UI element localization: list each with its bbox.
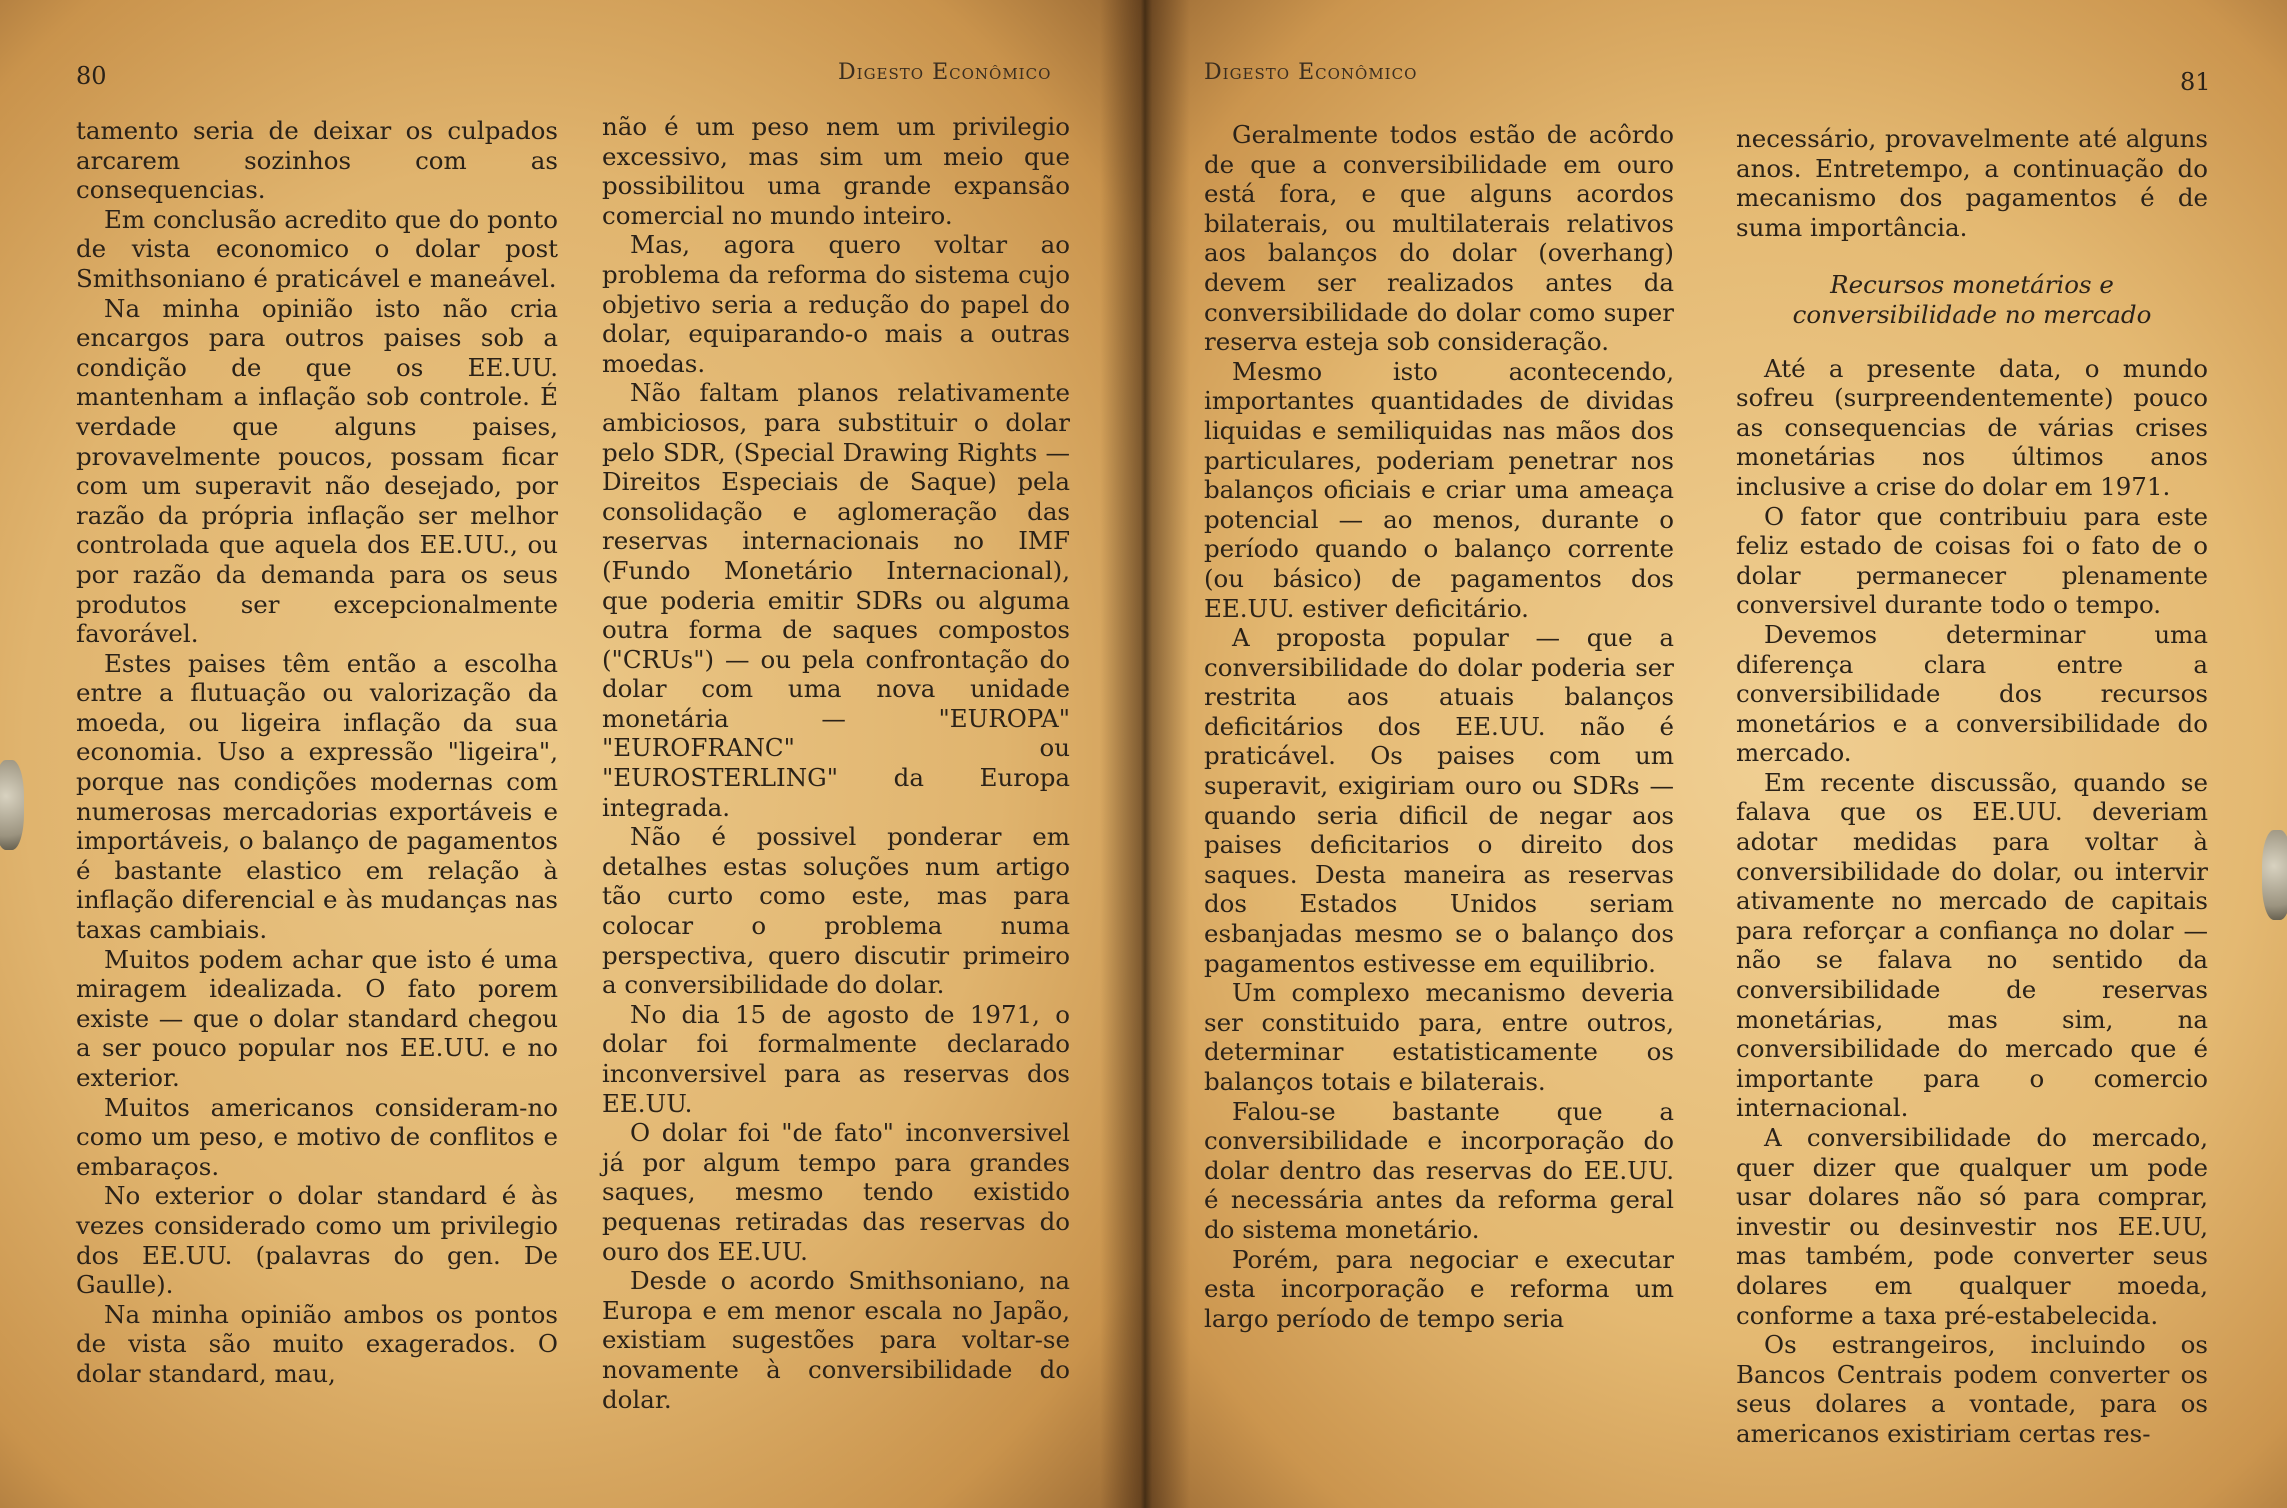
paragraph: não é um peso nem um privilegio excessivo, mas sim um meio que possibilitou uma grande expansão comercial no mundo inteiro. [602, 112, 1070, 230]
page-number-right: 81 [2180, 68, 2211, 96]
paragraph: necessário, provavelmente até alguns anos. Entretempo, a continuação do mecanismo dos pagamentos é de suma importância. [1736, 124, 2208, 242]
left-page [0, 0, 1140, 1508]
paragraph: O fator que contribuiu para este feliz estado de coisas foi o fato de o dolar permanecer plenamente conversivel durante todo o tempo. [1736, 501, 2208, 620]
left-column-2 [602, 112, 1070, 1414]
paragraph: Um complexo mecanismo deveria ser constituido para, entre outros, determinar estatisticamente os balanços totais e bilaterais. [1204, 978, 1674, 1096]
paragraph: O dolar foi "de fato" inconversivel já por algum tempo para grandes saques, mesmo tendo existido pequenas retiradas das reservas do ouro dos EE.UU. [602, 1118, 1070, 1266]
left-column-1 [76, 116, 558, 1389]
paragraph: No exterior o dolar standard é às vezes considerado como um privilegio dos EE.UU. (palavras do gen. De Gaulle). [76, 1181, 558, 1300]
paragraph: A conversibilidade do mercado, quer dizer que qualquer um pode usar dolares não só para comprar, investir ou desinvestir nos EE.UU, mas também, pode converter seus dolares em qualquer moeda, conforme a taxa pré-estabelecida. [1736, 1123, 2208, 1330]
paragraph: Até a presente data, o mundo sofreu (surpreendentemente) pouco as consequencias de várias crises monetárias nos últimos anos inclusive a crise do dolar em 1971. [1736, 353, 2208, 501]
right-column-1 [1204, 120, 1674, 1333]
paragraph: Em conclusão acredito que do ponto de vista economico o dolar post Smithsoniano é praticável e maneável. [76, 204, 558, 293]
paragraph: Não faltam planos relativamente ambiciosos, para substituir o dolar pelo SDR, (Special Drawing Rights — Direitos Especiais de Saque) pela consolidação e aglomeração das reservas internacionais no IMF (Fundo Monetário Internacional), que poderia emitir SDRs ou alguma outra forma de saques compostos ("CRUs") — ou pela confrontação do dolar com uma nova unidade monetária — "EUROPA" "EUROFRANC" ou "EUROSTERLING" da Europa integrada. [602, 378, 1070, 822]
paragraph: Devemos determinar uma diferença clara entre a conversibilidade dos recursos monetários e a conversibilidade do mercado. [1736, 619, 2208, 768]
paragraph: tamento seria de deixar os culpados arcarem sozinhos com as consequencias. [76, 116, 558, 205]
page-number-left: 80 [76, 62, 107, 90]
paragraph: Falou-se bastante que a conversibilidade e incorporação do dolar dentro das reservas do EE.UU. é necessária antes da reforma geral do sistema monetário. [1204, 1096, 1674, 1244]
book-gutter [1100, 0, 1190, 1508]
right-column-2 [1736, 124, 2208, 1449]
paragraph: Mas, agora quero voltar ao problema da reforma do sistema cujo objetivo seria a redução do papel do dolar, equiparando-o mais a outras moedas. [602, 230, 1070, 378]
right-page [1140, 0, 2287, 1508]
paragraph: Muitos americanos consideram-no como um peso, e motivo de conflitos e embaraços. [76, 1092, 558, 1181]
paragraph: Na minha opinião isto não cria encargos para outros paises sob a condição de que os EE.UU. mantenham a inflação sob controle. É verdade que alguns paises, provavelmente poucos, possam ficar com um superavit não desejado, por razão da própria inflação ser melhor controlada que aquela dos EE.UU., ou por razão da demanda para os seus produtos ser excepcionalmente favorável. [76, 293, 558, 649]
paragraph: Os estrangeiros, incluindo os Bancos Centrais podem converter os seus dolares a vontade, para os americanos existiriam certas res- [1736, 1330, 2208, 1448]
paragraph: Desde o acordo Smithsoniano, na Europa e em menor escala no Japão, existiam sugestões para voltar-se novamente à conversibilidade do dolar. [602, 1266, 1070, 1414]
paragraph: Na minha opinião ambos os pontos de vista são muito exagerados. O dolar standard, mau, [76, 1299, 558, 1388]
section-heading-line-1: Recursos monetários e [1830, 270, 2114, 300]
paragraph: Porém, para negociar e executar esta incorporação e reforma um largo período de tempo seria [1204, 1244, 1674, 1333]
paragraph: Muitos podem achar que isto é uma miragem idealizada. O fato porem existe — que o dolar standard chegou a ser pouco popular nos EE.UU. e no exterior. [76, 944, 558, 1092]
running-head-left: Digesto Econômico [838, 60, 1052, 85]
running-head-right: Digesto Econômico [1204, 60, 1418, 85]
paragraph: Não é possivel ponderar em detalhes estas soluções num artigo tão curto como este, mas para colocar o problema numa perspectiva, quero discutir primeiro a conversibilidade do dolar. [602, 822, 1070, 1000]
index-tab-right [2262, 830, 2287, 920]
section-heading [1736, 270, 2208, 329]
index-tab-left [0, 760, 24, 850]
paragraph: Em recente discussão, quando se falava que os EE.UU. deveriam adotar medidas para voltar à conversibilidade do dolar, ou intervir ativamente no mercado de capitais para reforçar a confiança no dolar — não se falava no sentido da conversibilidade de reservas monetárias, mas sim, na conversibilidade do mercado que é importante para o comercio internacional. [1736, 767, 2208, 1123]
paragraph: Geralmente todos estão de acôrdo de que a conversibilidade em ouro está fora, e que alguns acordos bilaterais, ou multilaterais relativos aos balanços do dolar (overhang) devem ser realizados antes da conversibilidade do dolar como super reserva esteja sob consideração. [1204, 120, 1674, 357]
section-heading-line-2: conversibilidade no mercado [1792, 299, 2152, 329]
paragraph: No dia 15 de agosto de 1971, o dolar foi formalmente declarado inconversivel para as reservas dos EE.UU. [602, 999, 1070, 1118]
paragraph: A proposta popular — que a conversibilidade do dolar poderia ser restrita aos atuais balanços deficitários dos EE.UU. não é praticável. Os paises com um superavit, exigiriam ouro ou SDRs — quando seria dificil de negar aos paises deficitarios o direito dos saques. Desta maneira as reservas dos Estados Unidos seriam esbanjadas mesmo se o balanço dos pagamentos estivesse em equilibrio. [1204, 623, 1674, 978]
paragraph: Estes paises têm então a escolha entre a flutuação ou valorização da moeda, ou ligeira inflação da sua economia. Uso a expressão "ligeira", porque nas condições modernas com numerosas mercadorias exportáveis e importáveis, o balanço de pagamentos é bastante elastico em relação à inflação diferencial e às mudanças nas taxas cambiais. [76, 648, 558, 945]
paragraph: Mesmo isto acontecendo, importantes quantidades de dividas liquidas e semiliquidas nas mãos dos particulares, poderiam penetrar nos balanços oficiais e criar uma ameaça potencial — ao menos, durante o período quando o balanço corrente (ou básico) de pagamentos dos EE.UU. estiver deficitário. [1204, 356, 1674, 623]
